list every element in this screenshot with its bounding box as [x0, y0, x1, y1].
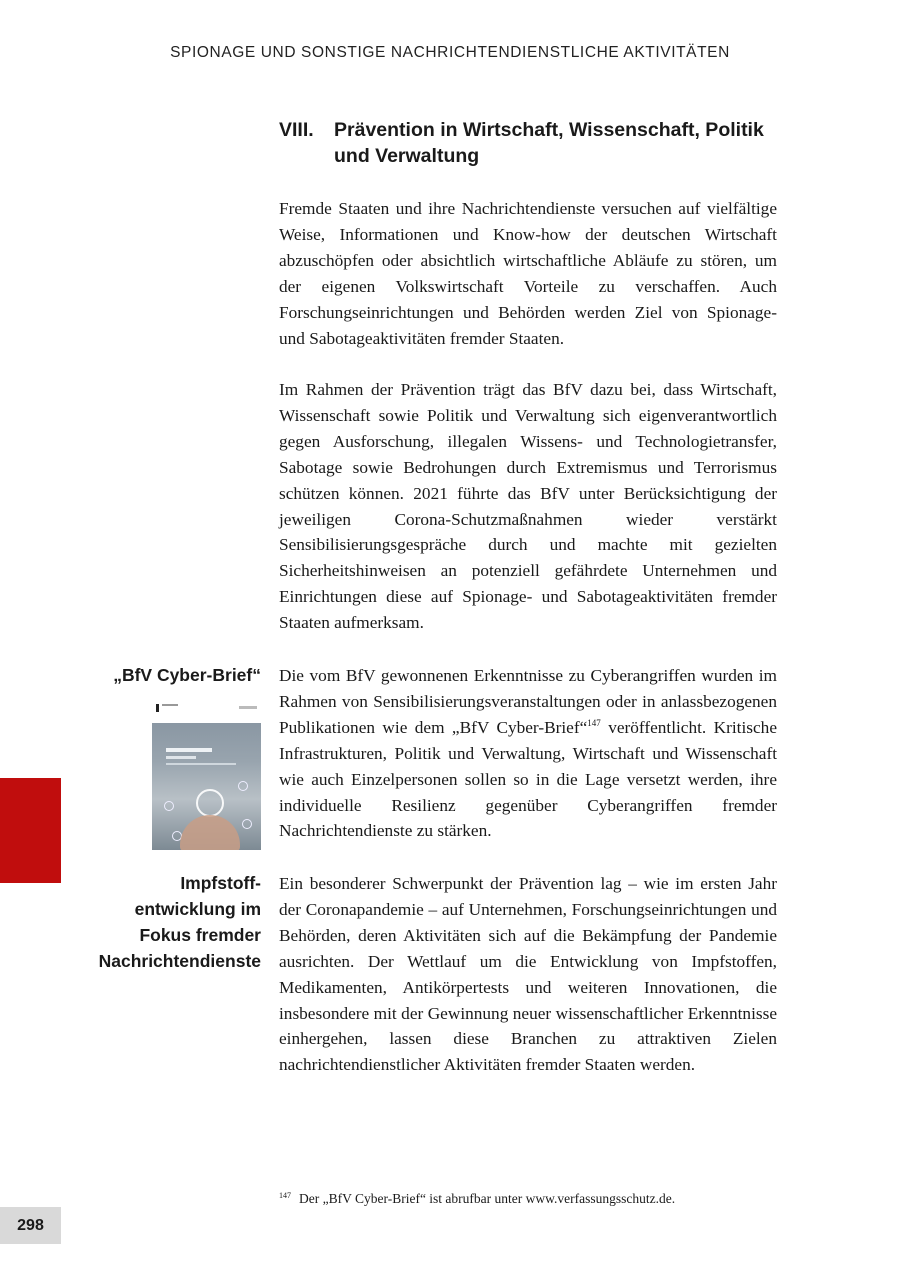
section-number: VIII. [279, 119, 314, 141]
footnote-reference: 147 [587, 717, 601, 728]
footnote-number: 147 [279, 1191, 291, 1200]
cyber-brief-cover-image [152, 697, 261, 850]
footnote-text: Der „BfV Cyber-Brief“ ist abrufbar unter www.verfassungsschutz.de. [299, 1191, 676, 1206]
page-number: 298 [0, 1207, 61, 1244]
hand-icon [180, 815, 240, 850]
section-title: Prävention in Wirtschaft, Wissenschaft, Politik und Verwaltung [334, 119, 764, 167]
section-heading [279, 117, 779, 169]
paragraph-cyber-brief: Die vom BfV gewonnenen Erkenntnisse zu Cyberangriffen wurden im Rahmen von Sensibilisierungsveranstaltungen oder in anlassbezogenen Publikationen wie dem „BfV Cyber-Brief“$^{147}$ veröffentlicht. Kritische Infrastrukturen, Politik und Verwaltung, Wirtschaft und Wissenschaft wie auch Einzelpersonen sollen so in die Lage versetzt werden, ihre individuelle Resilienz gegenüber Cyberangriffen fremder Nachrichtendienste zu stärken. [279, 666, 777, 841]
side-label-cyber-brief: „BfV Cyber-Brief“ [113, 665, 261, 685]
side-label-impfstoff: Impfstoff- entwicklung im Fokus fremder Nachrichtendienste [98, 873, 261, 971]
agency-logo-icon [156, 704, 181, 712]
cover-date-mark [239, 706, 257, 709]
paragraph-impfstoff: Ein besonderer Schwerpunkt der Prävention lag – wie im ersten Jahr der Coronapandemie – auf Unternehmen, Forschungseinrichtungen und Behörden, deren Aktivitäten sich auf die Bekämpfung der Pandemie ausrichten. Der Wettlauf um die Entwicklung von Impfstoffen, Medikamenten, Antikörpertests und weiteren Innovationen, die insbesondere mit der Gewinnung neuer wissenschaftlicher Erkenntnisse einhergehen, lassen diese Branchen zu attraktiven Zielen nachrichtendienstlicher Aktivitäten fremder Staaten werden. [279, 874, 777, 1075]
paragraph-prevention: Im Rahmen der Prävention trägt das BfV dazu bei, dass Wirtschaft, Wissenschaft sowie Politik und Verwaltung sich eigenverantwortlich gegen Ausforschung, illegalen Wissens- und Technologietransfer, Sabotage sowie Bedrohungen durch Extremismus und Terrorismus schützen können. 2021 führte das BfV unter Berücksichtigung der jeweiligen Corona-Schutzmaßnahmen wieder verstärkt Sensibilisierungsgespräche durch und machte mit gezielten Sicherheitshinweisen an potenziell gefährdete Unternehmen und Einrichtungen diese auf Spionage- und Sabotageaktivitäten fremder Staaten aufmerksam. [279, 380, 777, 633]
shield-icon [196, 789, 224, 817]
cover-photo [152, 723, 261, 850]
footnote [279, 1187, 779, 1208]
chapter-marker-tab [0, 778, 61, 883]
paragraph-intro: Fremde Staaten und ihre Nachrichtendienste versuchen auf vielfältige Weise, Informationen und Know-how der deutschen Wirtschaft abzuschöpfen oder absichtlich wirtschaftliche Abläufe zu stören, um der eigenen Volkswirtschaft Vorteile zu verschaffen. Auch Forschungseinrichtungen und Behörden werden Ziel von Spionage- und Sabotageaktivitäten fremder Staaten. [279, 199, 777, 348]
running-head: SPIONAGE UND SONSTIGE NACHRICHTENDIENSTLICHE AKTIVITÄTEN [170, 44, 730, 61]
